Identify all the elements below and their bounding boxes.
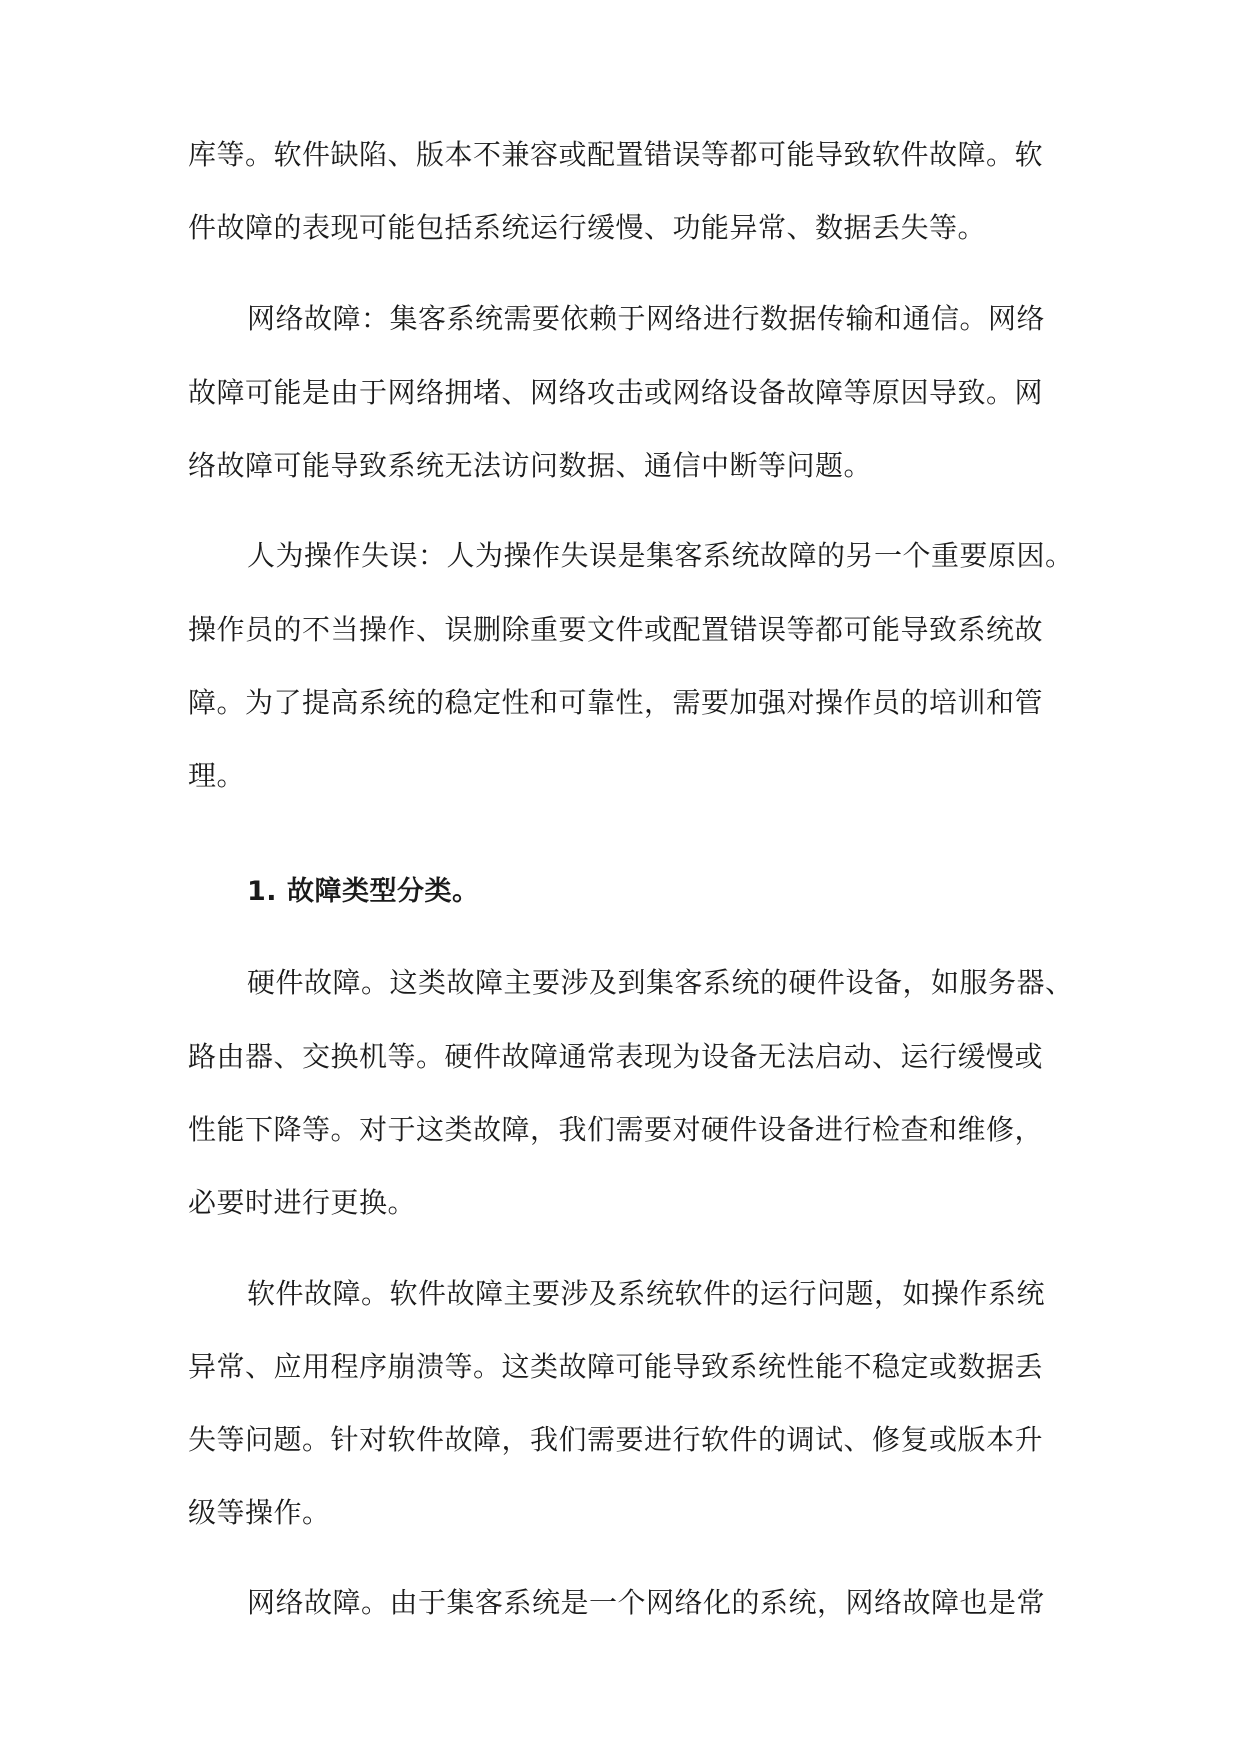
paragraph-line: 操作员的不当操作、误删除重要文件或配置错误等都可能导致系统故 (188, 613, 1044, 646)
paragraph-line: 络故障可能导致系统无法访问数据、通信中断等问题。 (188, 449, 873, 482)
paragraph-line: 网络故障：集客系统需要依赖于网络进行数据传输和通信。网络 (247, 302, 1046, 335)
paragraph-line: 库等。软件缺陷、版本不兼容或配置错误等都可能导致软件故障。软 (188, 138, 1044, 171)
paragraph-line: 级等操作。 (188, 1496, 331, 1529)
paragraph-line: 性能下降等。对于这类故障，我们需要对硬件设备进行检查和维修， (188, 1113, 1044, 1146)
paragraph-line: 件故障的表现可能包括系统运行缓慢、功能异常、数据丢失等。 (188, 211, 987, 244)
paragraph-line: 故障可能是由于网络拥堵、网络攻击或网络设备故障等原因导致。网 (188, 376, 1044, 409)
paragraph-line: 异常、应用程序崩溃等。这类故障可能导致系统性能不稳定或数据丢 (188, 1350, 1044, 1383)
paragraph-line: 网络故障。由于集客系统是一个网络化的系统，网络故障也是常 (247, 1586, 1046, 1619)
paragraph-line: 必要时进行更换。 (188, 1186, 417, 1219)
paragraph-line: 软件故障。软件故障主要涉及系统软件的运行问题，如操作系统 (247, 1277, 1046, 1310)
paragraph-line: 失等问题。针对软件故障，我们需要进行软件的调试、修复或版本升 (188, 1423, 1044, 1456)
paragraph-line: 障。为了提高系统的稳定性和可靠性，需要加强对操作员的培训和管 (188, 686, 1044, 719)
paragraph-line: 理。 (188, 759, 246, 792)
section-heading: 1. 故障类型分类。 (247, 876, 480, 907)
paragraph-line: 路由器、交换机等。硬件故障通常表现为设备无法启动、运行缓慢或 (188, 1040, 1044, 1073)
paragraph-line: 硬件故障。这类故障主要涉及到集客系统的硬件设备，如服务器、 (247, 966, 1074, 999)
paragraph-line: 人为操作失误：人为操作失误是集客系统故障的另一个重要原因。 (247, 539, 1074, 572)
